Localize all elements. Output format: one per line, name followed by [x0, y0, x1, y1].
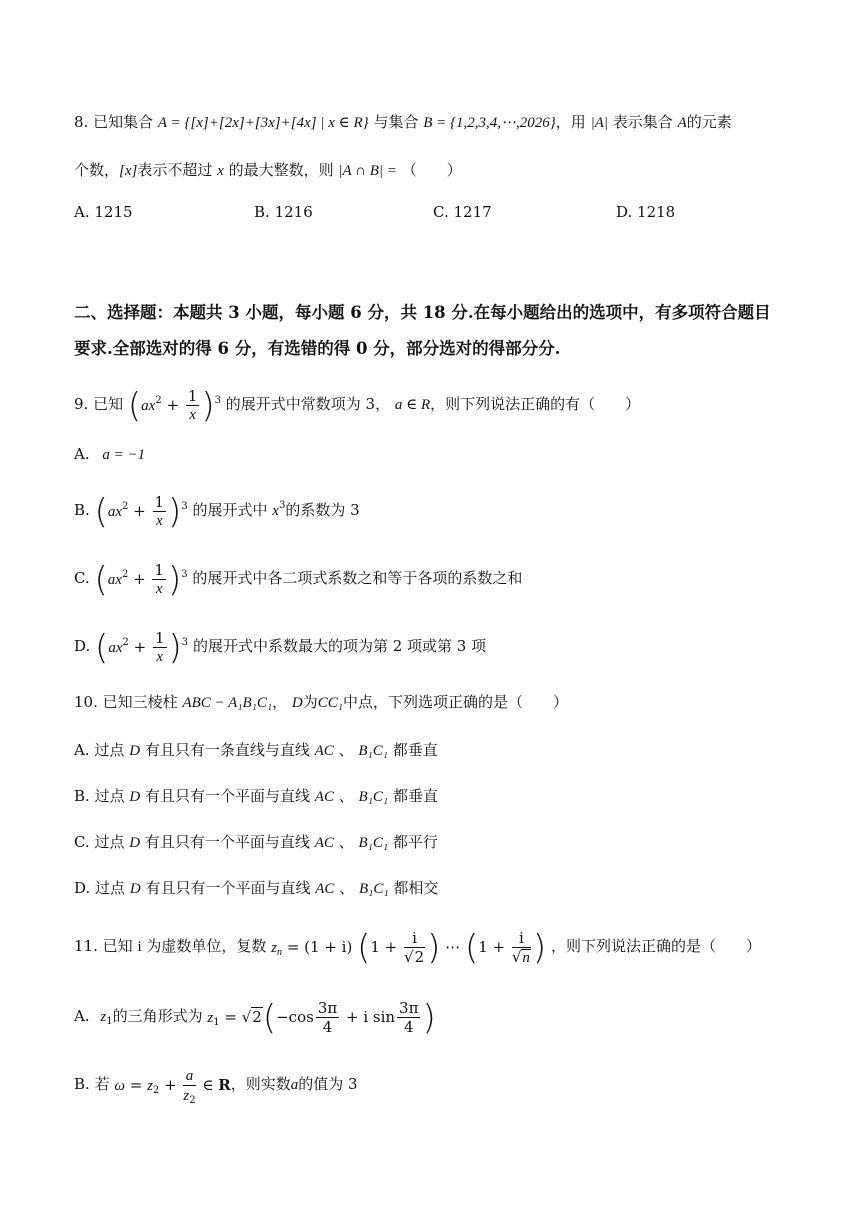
q9-option-b: B. ($ax^2$ + $\frac{1}{x}$ )$^3$ 的展开式中 $x^3$的系数为 3: [74, 486, 360, 536]
q9-option-b-label: B.: [74, 501, 90, 519]
q10-option-d-post: 都相交: [393, 879, 439, 897]
q8-text-2: 与集合: [373, 113, 419, 131]
q8-set-a: A = {[x]+[2x]+[3x]+[4x] | x ∈ R}: [157, 115, 369, 131]
q10-option-c-ac: AC: [314, 835, 334, 851]
q10-option-b: [74, 786, 438, 807]
q9-pre: 已知: [93, 395, 124, 413]
q10-option-d-ac: AC: [315, 881, 335, 897]
q8-option-a: [74, 202, 133, 222]
q8-line1: [74, 112, 732, 133]
q10-option-a: [74, 740, 438, 761]
q9-condition: a ∈ R: [394, 397, 431, 413]
q9-option-a-text: a = −1: [102, 447, 146, 463]
q10-option-a-sep: 、: [338, 741, 354, 759]
q9-binomial: ($ax^2$ + $\frac{1}{x}$ )$^3$: [127, 385, 221, 426]
q11-number: 11.: [74, 937, 98, 955]
q11-mid: 为虚数单位，复数: [146, 937, 267, 955]
section-2-heading-line2: 要求.全部选对的得 6 分，有选错的得 0 分，部分选对的得部分分.: [74, 339, 561, 358]
q9-option-b-text-2: 的系数为 3: [285, 501, 360, 519]
q10-tail: 中点，下列选项正确的是（ ）: [342, 693, 568, 711]
q9-option-b-binomial: ($ax^2$ + $\frac{1}{x}$ )$^3$: [94, 491, 188, 532]
q11-tail: ，则下列说法正确的是（ ）: [550, 937, 761, 955]
q9-option-d-text: 的展开式中系数最大的项为第 2 项或第 3 项: [192, 637, 487, 655]
q10-option-c-pre: 过点: [94, 833, 125, 851]
q10-option-c-b1c1: B₁C₁: [358, 835, 389, 851]
q10-cc1: CC₁: [317, 695, 343, 711]
q10-option-b-pre: 过点: [94, 787, 125, 805]
q10-option-a-b1c1: B₁C₁: [358, 743, 388, 759]
q10-option-a-ac: AC: [314, 743, 334, 759]
q9-tail: ，则下列说法正确的有（ ）: [430, 395, 641, 413]
q8-floor-x: [x]: [119, 163, 138, 179]
q8-text-3: ，用: [555, 113, 586, 131]
q11-option-a-formula: $z_1 = √2(-\cos$ $\frac{3\pi}{4}$ + i sin $\frac{3\pi}{4}$ ): [207, 997, 436, 1038]
q10-option-d-pre: 过点: [95, 879, 126, 897]
q8-option-b-label: B.: [254, 203, 270, 221]
q9-post: 的展开式中常数项为 3，: [225, 395, 391, 413]
q11-option-a: A. $z_1$的三角形式为 $z_1 = √2(-\cos$ $\frac{3\pi}{4}$ + i sin $\frac{3\pi}{4}$ ): [74, 992, 436, 1042]
q10-option-c-label: C.: [74, 833, 90, 851]
q10-option-d-label: D.: [74, 879, 91, 897]
q11-option-b-label: B.: [74, 1075, 90, 1093]
q11-stem: [74, 922, 761, 972]
q8-a: A: [677, 115, 687, 131]
q11-option-b-a: a: [290, 1077, 299, 1093]
q8-x: x: [217, 163, 224, 179]
q11-pre: 已知: [102, 937, 133, 955]
q9-option-c-text: 的展开式中各二项式系数之和等于各项的系数之和: [192, 569, 523, 587]
q8-line2-b: 表示不超过: [137, 161, 213, 179]
section-2-heading-line1: 二、选择题：本题共 3 小题，每小题 6 分，共 18 分.在每小题给出的选项中，有多项符合题目: [74, 303, 771, 322]
q11-i: i: [137, 939, 142, 955]
q11-option-b-tail: 的值为 3: [298, 1075, 358, 1093]
q8-text-4: 表示集合: [612, 113, 673, 131]
q8-set-b: B = {1,2,3,4,⋯,2026}: [423, 115, 556, 131]
q10-option-d: [74, 878, 438, 899]
q9-option-a-label: A.: [74, 445, 90, 463]
q9-option-d-label: D.: [74, 637, 91, 655]
q10-prism: ABC − A₁B₁C₁: [182, 695, 273, 711]
q8-a-cap-b: |A ∩ B| =: [338, 163, 397, 179]
q11-option-b-formula: $\omega = z_2$ + $\frac{a}{z_2}$ ∈ R: [114, 1067, 231, 1106]
q10-option-b-post: 都垂直: [392, 787, 438, 805]
q9-option-c-binomial: ($ax^2$ + $\frac{1}{x}$ )$^3$: [94, 559, 188, 600]
q10-mid1: ，: [272, 693, 288, 711]
q10-option-a-post: 都垂直: [392, 741, 438, 759]
q10-number: 10.: [74, 693, 98, 711]
q10-option-c-mid: 有且只有一个平面与直线: [144, 833, 310, 851]
q10-option-d-sep: 、: [339, 879, 355, 897]
q8-abs-a: |A|: [590, 115, 608, 131]
q10-mid2: 为: [302, 693, 318, 711]
q10-option-b-sep: 、: [338, 787, 354, 805]
q10-option-b-d: D: [129, 789, 141, 805]
q9-option-c: [74, 554, 522, 604]
q8-option-b: [254, 202, 313, 222]
q10-option-b-ac: AC: [314, 789, 334, 805]
q10-option-c: [74, 832, 438, 853]
q11-option-b: [74, 1060, 358, 1110]
q8-line2: [74, 160, 462, 181]
q8-option-d: [616, 202, 675, 222]
q9-option-c-label: C.: [74, 569, 90, 587]
q11-option-b-post: ，则实数: [230, 1075, 291, 1093]
q9-option-a: [74, 444, 145, 465]
q9-option-b-text-1: 的展开式中: [192, 501, 268, 519]
q11-option-a-text: 的三角形式为: [112, 1007, 203, 1025]
q9-option-d: [74, 622, 486, 672]
q8-option-b-text: 1216: [274, 203, 313, 221]
q10-option-a-pre: 过点: [94, 741, 125, 759]
q8-option-a-label: A.: [74, 203, 90, 221]
q8-text-5: 的元素: [686, 113, 732, 131]
q9-option-d-binomial: ($ax^2$ + $\frac{1}{x}$ )$^3$: [95, 627, 189, 668]
q10-option-a-label: A.: [74, 741, 90, 759]
q10-option-a-mid: 有且只有一条直线与直线: [144, 741, 310, 759]
q8-text-1: 已知集合: [93, 113, 154, 131]
q10-pre: 已知三棱柱: [102, 693, 178, 711]
q10-option-d-d: D: [129, 881, 141, 897]
q10-option-d-mid: 有且只有一个平面与直线: [145, 879, 311, 897]
q8-line2-a: 个数，: [74, 161, 120, 179]
q10-option-b-label: B.: [74, 787, 90, 805]
q10-option-c-d: D: [129, 835, 141, 851]
q10-option-b-mid: 有且只有一个平面与直线: [145, 787, 311, 805]
q8-option-a-text: 1215: [94, 203, 133, 221]
q10-option-a-d: D: [129, 743, 141, 759]
q8-number: 8.: [74, 113, 89, 131]
q10-stem: [74, 692, 568, 713]
q10-option-c-post: 都平行: [392, 833, 438, 851]
q10-option-d-b1c1: B₁C₁: [359, 881, 389, 897]
q10-point-d: D: [291, 695, 303, 711]
q11-option-a-label: A.: [74, 1007, 90, 1025]
q9-stem: [74, 380, 640, 430]
q8-line2-c: 的最大整数，则: [228, 161, 334, 179]
q8-option-c-label: C.: [433, 203, 449, 221]
q10-option-c-sep: 、: [338, 833, 354, 851]
q8-option-c: [433, 202, 492, 222]
q11-product-formula: $z_n = (1 + i) (1$ + $\frac{i}{√2}$ ) ⋯ (1 + $\frac{i}{√n}$ ): [271, 927, 547, 968]
q8-paren: （ ）: [401, 161, 462, 179]
q8-option-d-label: D.: [616, 203, 633, 221]
q10-option-b-b1c1: B₁C₁: [358, 789, 389, 805]
q8-option-c-text: 1217: [453, 203, 492, 221]
q8-option-d-text: 1218: [637, 203, 676, 221]
q9-number: 9.: [74, 395, 89, 413]
q11-option-b-pre: 若: [94, 1075, 110, 1093]
